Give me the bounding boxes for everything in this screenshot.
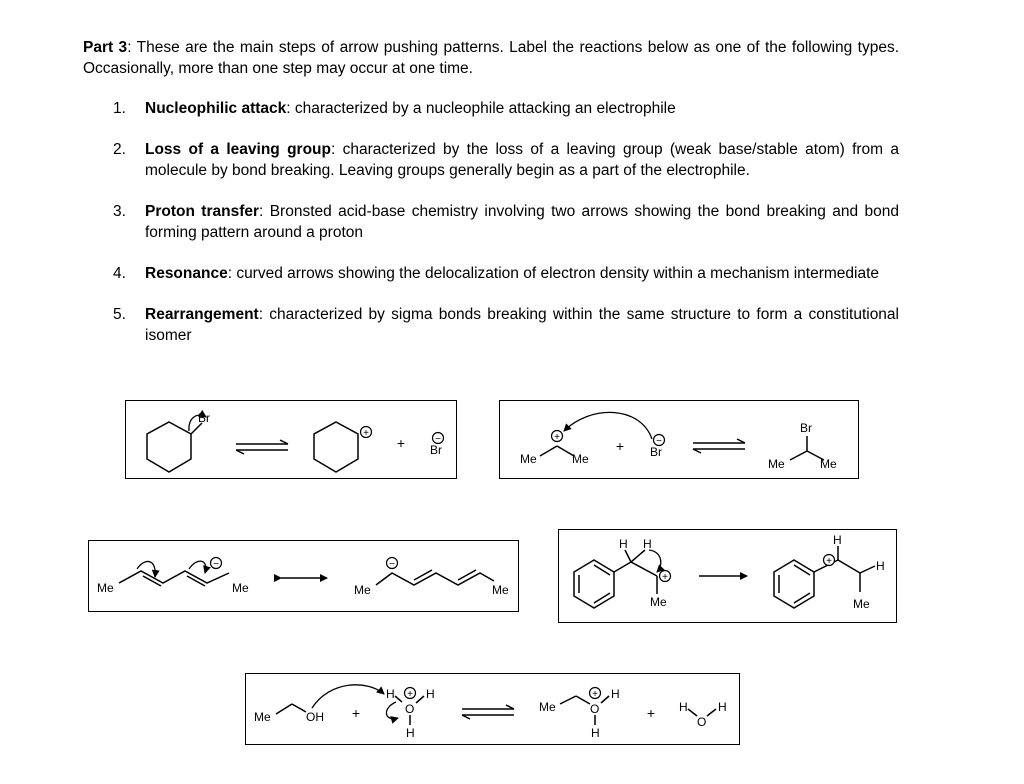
reaction-panel-c — [88, 540, 519, 612]
br-label: Br — [198, 411, 210, 425]
me-label: Me — [232, 581, 249, 595]
reaction-panel-d — [558, 529, 897, 623]
me-label: Me — [820, 457, 837, 471]
reaction-d-scheme — [559, 530, 898, 624]
reaction-panel-e — [245, 673, 740, 745]
intro-text: : These are the main steps of arrow pushing patterns. Label the reactions below as one of the following types. Occasionally, more than one step may occur at one time. — [83, 39, 900, 77]
svg-text:+: + — [826, 556, 832, 567]
diene-chain — [119, 571, 229, 583]
h-label: H — [718, 700, 727, 714]
h-label: H — [426, 687, 435, 701]
oh-label: OH — [306, 710, 324, 724]
plus-sign: + — [351, 705, 361, 721]
o-label: O — [697, 715, 707, 729]
cyclohexyl-cation-ring — [314, 422, 358, 472]
svg-text:+: + — [407, 689, 413, 700]
step-term: Rearrangement — [145, 306, 259, 323]
step-term: Loss of a leaving group — [145, 141, 331, 158]
me-label: Me — [539, 700, 556, 714]
cyclohexane-ring — [147, 422, 191, 472]
bromide-label: Br — [650, 445, 662, 459]
diene-chain — [376, 573, 494, 585]
step-term: Nucleophilic attack — [145, 100, 287, 117]
svg-text:−: − — [656, 436, 662, 447]
benzene-ring — [774, 560, 814, 608]
step-number: 2. — [113, 141, 126, 158]
step-definition: : Bronsted acid-base chemistry involving two arrows showing the bond breaking and bond forming pattern around a proton — [145, 203, 899, 241]
o-label: O — [590, 702, 600, 716]
h-label: H — [643, 537, 652, 551]
svg-text:+: + — [554, 432, 560, 443]
curved-arrow — [649, 550, 661, 572]
h-label: H — [876, 559, 885, 573]
bromide-label: Br — [430, 443, 442, 457]
h-label: H — [591, 726, 600, 740]
reaction-b-scheme — [500, 401, 860, 480]
part-label: Part 3 — [83, 39, 128, 56]
me-label: Me — [520, 452, 537, 466]
plus-sign: + — [396, 435, 406, 451]
step-term: Proton transfer — [145, 203, 260, 220]
reaction-a-scheme — [126, 401, 458, 480]
step-number: 4. — [113, 265, 126, 282]
svg-text:−: − — [213, 559, 219, 570]
step-item — [83, 139, 899, 181]
svg-text:−: − — [389, 559, 395, 570]
curved-arrow — [137, 561, 155, 577]
me-label: Me — [768, 457, 785, 471]
plus-sign: + — [646, 705, 656, 721]
me-label: Me — [254, 710, 271, 724]
h-label: H — [833, 533, 842, 547]
plus-sign: + — [615, 438, 625, 454]
step-item — [83, 263, 899, 284]
me-label: Me — [572, 452, 589, 466]
curved-arrow — [189, 561, 206, 573]
o-label: O — [405, 702, 415, 716]
svg-text:+: + — [363, 428, 369, 439]
step-item — [83, 98, 899, 119]
step-definition: : characterized by the loss of a leaving group (weak base/stable atom) from a molecule by bond breaking. Leaving groups generally begin as a part of the electrophile. — [145, 141, 899, 179]
reaction-panel-a — [125, 400, 457, 479]
step-list — [83, 98, 899, 366]
h-label: H — [679, 700, 688, 714]
curved-arrow — [564, 412, 652, 439]
reaction-e-scheme — [246, 674, 741, 746]
svg-text:+: + — [662, 572, 668, 583]
step-definition: : characterized by sigma bonds breaking within the same structure to form a constitutional isomer — [145, 306, 899, 344]
reaction-c-scheme — [89, 541, 520, 613]
svg-text:−: − — [435, 434, 441, 445]
curved-arrow — [386, 702, 398, 719]
benzene-ring — [574, 560, 614, 608]
me-label: Me — [97, 581, 114, 595]
step-definition: : curved arrows showing the delocalization of electron density within a mechanism intermediate — [227, 265, 880, 282]
h-label: H — [611, 687, 620, 701]
svg-text:+: + — [592, 689, 598, 700]
curved-arrow — [312, 685, 384, 708]
step-number: 1. — [113, 100, 126, 117]
me-label: Me — [853, 597, 870, 611]
step-term: Resonance — [145, 265, 228, 282]
intro-paragraph — [83, 37, 899, 79]
h-label: H — [406, 726, 415, 740]
reaction-panel-b — [499, 400, 859, 479]
me-label: Me — [650, 595, 667, 609]
step-number: 5. — [113, 306, 126, 323]
me-label: Me — [354, 583, 371, 597]
step-number: 3. — [113, 203, 126, 220]
me-label: Me — [492, 583, 509, 597]
step-item — [83, 304, 899, 346]
step-definition: : characterized by a nucleophile attacking an electrophile — [286, 100, 676, 117]
h-label: H — [386, 687, 395, 701]
br-label: Br — [800, 421, 812, 435]
step-item — [83, 201, 899, 243]
h-label: H — [619, 537, 628, 551]
